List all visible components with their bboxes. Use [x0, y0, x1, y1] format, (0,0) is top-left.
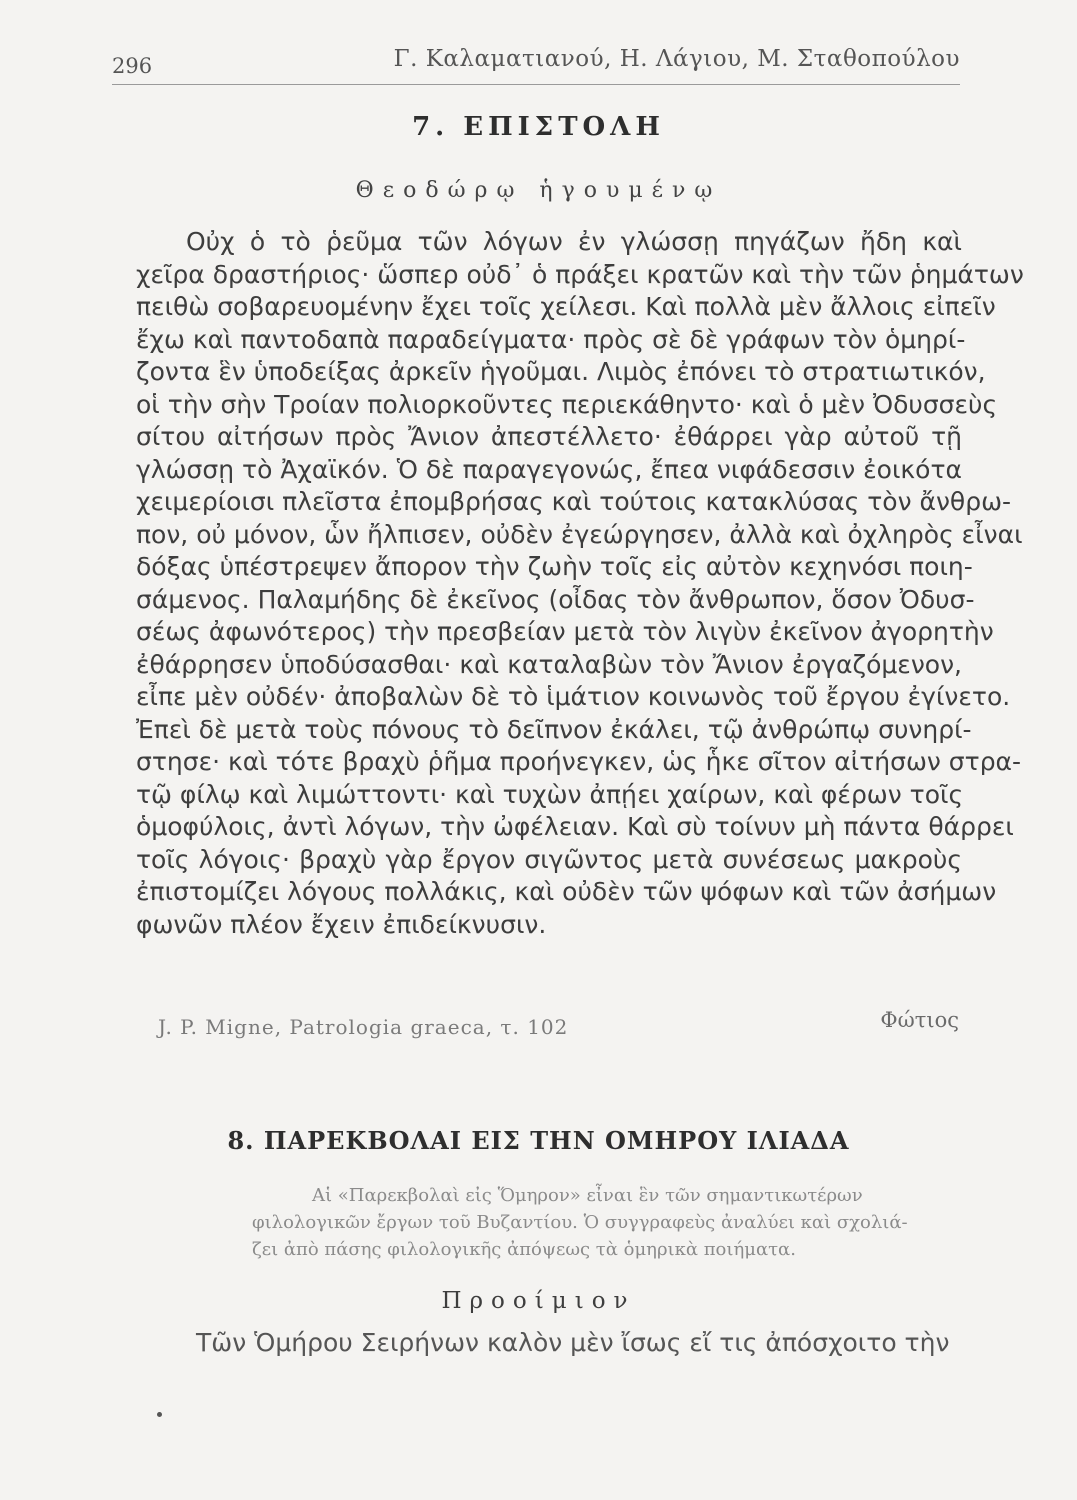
page-number: 296: [112, 54, 153, 78]
intro-line: ζει ἀπὸ πάσης φιλολογικῆς ἀπόψεως τὰ ὁμηρικὰ ποιήματα.: [252, 1239, 796, 1260]
text-line: τοῖς λόγοις· βραχὺ γὰρ ἔργον σιγῶντος μετὰ συνέσεως μακροὺς: [136, 844, 962, 874]
text-line: ἐπιστομίζει λόγους πολλάκις, καὶ οὐδὲν τῶν ψόφων καὶ τῶν ἀσήμων: [136, 877, 997, 906]
prooimion-heading: Προοίμιον: [441, 1288, 636, 1314]
running-head: [112, 44, 960, 85]
text-line: Οὐχ ὁ τὸ ῥεῦμα τῶν λόγων ἐν γλώσσῃ πηγάζων ἤδη καὶ: [186, 227, 962, 256]
intro-line: φιλολογικῶν ἔργων τοῦ Βυζαντίου. Ὁ συγγραφεὺς ἀναλύει καὶ σχολιά-: [252, 1212, 908, 1233]
text-line: χεῖρα δραστήριος· ὥσπερ οὐδ᾽ ὁ πράξει κρατῶν καὶ τὴν τῶν ῥημάτων: [136, 259, 1024, 289]
text-line: τῷ φίλῳ καὶ λιμώττοντι· καὶ τυχὼν ἀπῄει χαίρων, καὶ φέρων τοῖς: [136, 779, 964, 809]
section-7-heading: 7. ΕΠΙΣΤΟΛΗ: [412, 112, 665, 142]
text-line: σέως ἀφωνότερος) τὴν πρεσβείαν μετὰ τὸν λιγὺν ἐκεῖνον ἀγορητὴν: [136, 617, 994, 646]
source-citation: J. P. Migne, Patrologia graeca, τ. 102: [158, 1015, 569, 1039]
section-8-heading: 8. ΠΑΡΕΚΒΟΛΑΙ ΕΙΣ ΤΗΝ ΟΜΗΡΟΥ ΙΛΙΑΔΑ: [227, 1126, 850, 1155]
text-line: ἔχω καὶ παντοδαπὰ παραδείγματα· πρὸς σὲ δὲ γράφων τὸν ὁμηρί-: [136, 324, 966, 354]
page-speck: [157, 1412, 162, 1417]
letter-signature: Φώτιος: [880, 1008, 959, 1032]
running-head-authors: Γ. Καλαματιανού, Η. Λάγιου, Μ. Σταθοπούλου: [393, 46, 960, 72]
text-line: ὁμοφύλοις, ἀντὶ λόγων, τὴν ὠφέλειαν. Καὶ σὺ τοίνυν μὴ πάντα θάρρει: [136, 812, 1014, 841]
letter-body: [136, 226, 1024, 941]
text-line: γλώσσῃ τὸ Ἀχαϊκόν. Ὁ δὲ παραγεγονώς, ἔπεα νιφάδεσσιν ἐοικότα: [136, 454, 962, 484]
text-line: ἐθάρρησεν ὑποδύσασθαι· καὶ καταλαβὼν τὸν Ἄνιον ἐργαζόμενον,: [136, 649, 962, 679]
text-line: πειθὼ σοβαρευομένην ἔχει τοῖς χείλεσι. Καὶ πολλὰ μὲν ἄλλοις εἰπεῖν: [136, 292, 996, 321]
text-line: οἱ τὴν σὴν Τροίαν πολιορκοῦντες περιεκάθηντο· καὶ ὁ μὲν Ὀδυσσεὺς: [136, 389, 998, 419]
text-line: Ἐπεὶ δὲ μετὰ τοὺς πόνους τὸ δεῖπνον ἐκάλει, τῷ ἀνθρώπῳ συνηρί-: [136, 714, 972, 744]
text-line: ζοντα ἓν ὑποδείξας ἀρκεῖν ἡγοῦμαι. Λιμὸς ἐπόνει τὸ στρατιωτικόν,: [136, 357, 986, 386]
text-line: φωνῶν πλέον ἔχειν ἐπιδείκνυσιν.: [136, 909, 547, 939]
section-8-intro: [252, 1182, 962, 1263]
text-line: χειμερίοισι πλεῖστα ἐπομβρήσας καὶ τούτοις κατακλύσας τὸν ἄνθρω-: [136, 487, 1012, 516]
text-line: σάμενος. Παλαμήδης δὲ ἐκεῖνος (οἶδας τὸν ἄνθρωπον, ὅσον Ὀδυσ-: [136, 584, 975, 614]
text-line: σίτου αἰτήσων πρὸς Ἄνιον ἀπεστέλλετο· ἐθάρρει γὰρ αὐτοῦ τῇ: [136, 422, 962, 451]
intro-line: Αἱ «Παρεκβολαὶ εἰς Ὅμηρον» εἶναι ἓν τῶν σημαντικωτέρων: [312, 1185, 863, 1206]
text-line: πον, οὐ μόνον, ὧν ἤλπισεν, οὐδὲν ἐγεώργησεν, ἀλλὰ καὶ ὀχληρὸς εἶναι: [136, 519, 1023, 549]
text-line: στησε· καὶ τότε βραχὺ ῥῆμα προήνεγκεν, ὡς ἧκε σῖτον αἰτήσων στρα-: [136, 747, 1022, 776]
letter-addressee: Θεοδώρῳ ἡγουμένῳ: [355, 178, 722, 203]
prooimion-first-line: Τῶν Ὁμήρου Σειρήνων καλὸν μὲν ἴσως εἴ τις ἀπόσχοιτο τὴν: [196, 1328, 950, 1357]
text-line: δόξας ὑπέστρεψεν ἄπορον τὴν ζωὴν τοῖς εἰς αὐτὸν κεχηνόσι ποιη-: [136, 552, 973, 581]
text-line: εἶπε μὲν οὐδέν· ἀποβαλὼν δὲ τὸ ἱμάτιον κοινωνὸς τοῦ ἔργου ἐγίνετο.: [136, 682, 1011, 711]
